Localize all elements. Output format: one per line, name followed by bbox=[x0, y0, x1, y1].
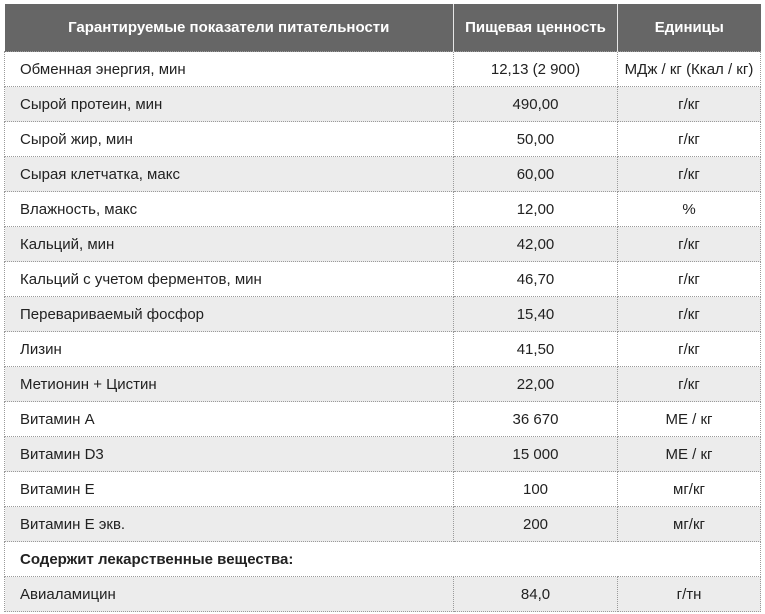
row-unit: г/кг bbox=[618, 297, 761, 332]
row-name: Кальций с учетом ферментов, мин bbox=[5, 262, 454, 297]
row-name: Авиаламицин bbox=[5, 577, 454, 612]
row-name: Метионин + Цистин bbox=[5, 367, 454, 402]
row-name: Витамин D3 bbox=[5, 437, 454, 472]
row-unit: % bbox=[618, 192, 761, 227]
header-units: Единицы bbox=[618, 4, 761, 52]
row-value: 100 bbox=[454, 472, 618, 507]
header-indicators: Гарантируемые показатели питательности bbox=[5, 4, 454, 52]
row-value: 41,50 bbox=[454, 332, 618, 367]
table-row bbox=[5, 157, 761, 192]
row-name: Сырая клетчатка, макс bbox=[5, 157, 454, 192]
row-unit: г/тн bbox=[618, 577, 761, 612]
row-value: 15,40 bbox=[454, 297, 618, 332]
table-body bbox=[5, 52, 761, 612]
table-row bbox=[5, 437, 761, 472]
row-name: Сырой протеин, мин bbox=[5, 87, 454, 122]
row-name: Перевариваемый фосфор bbox=[5, 297, 454, 332]
row-value: 36 670 bbox=[454, 402, 618, 437]
table-row bbox=[5, 227, 761, 262]
nutrition-table-container bbox=[4, 4, 760, 612]
row-value: 12,13 (2 900) bbox=[454, 52, 618, 87]
row-unit: г/кг bbox=[618, 122, 761, 157]
row-value: 22,00 bbox=[454, 367, 618, 402]
row-value: 15 000 bbox=[454, 437, 618, 472]
table-row bbox=[5, 332, 761, 367]
row-name: Сырой жир, мин bbox=[5, 122, 454, 157]
row-unit: МЕ / кг bbox=[618, 402, 761, 437]
row-unit: МЕ / кг bbox=[618, 437, 761, 472]
table-row bbox=[5, 367, 761, 402]
table-header bbox=[5, 4, 761, 52]
row-name: Витамин Е экв. bbox=[5, 507, 454, 542]
row-value: 46,70 bbox=[454, 262, 618, 297]
row-name: Витамин А bbox=[5, 402, 454, 437]
section-heading: Содержит лекарственные вещества: bbox=[5, 542, 761, 577]
row-value: 84,0 bbox=[454, 577, 618, 612]
row-name: Влажность, макс bbox=[5, 192, 454, 227]
table-row bbox=[5, 52, 761, 87]
row-unit: г/кг bbox=[618, 227, 761, 262]
row-name: Витамин Е bbox=[5, 472, 454, 507]
row-unit: г/кг bbox=[618, 262, 761, 297]
row-unit: г/кг bbox=[618, 367, 761, 402]
table-row bbox=[5, 262, 761, 297]
row-unit: г/кг bbox=[618, 157, 761, 192]
table-row bbox=[5, 192, 761, 227]
row-value: 200 bbox=[454, 507, 618, 542]
table-row bbox=[5, 472, 761, 507]
row-value: 12,00 bbox=[454, 192, 618, 227]
table-row bbox=[5, 122, 761, 157]
section-row bbox=[5, 542, 761, 577]
table-row bbox=[5, 577, 761, 612]
nutrition-table bbox=[4, 4, 761, 612]
table-row bbox=[5, 402, 761, 437]
table-row bbox=[5, 87, 761, 122]
row-name: Лизин bbox=[5, 332, 454, 367]
row-unit: г/кг bbox=[618, 87, 761, 122]
row-unit: г/кг bbox=[618, 332, 761, 367]
header-nutritional-value: Пищевая ценность bbox=[454, 4, 618, 52]
row-value: 42,00 bbox=[454, 227, 618, 262]
table-row bbox=[5, 507, 761, 542]
header-row bbox=[5, 4, 761, 52]
row-value: 490,00 bbox=[454, 87, 618, 122]
row-name: Кальций, мин bbox=[5, 227, 454, 262]
row-value: 50,00 bbox=[454, 122, 618, 157]
row-value: 60,00 bbox=[454, 157, 618, 192]
table-row bbox=[5, 297, 761, 332]
row-unit: мг/кг bbox=[618, 472, 761, 507]
row-name: Обменная энергия, мин bbox=[5, 52, 454, 87]
row-unit: мг/кг bbox=[618, 507, 761, 542]
row-unit: МДж / кг (Ккал / кг) bbox=[618, 52, 761, 87]
